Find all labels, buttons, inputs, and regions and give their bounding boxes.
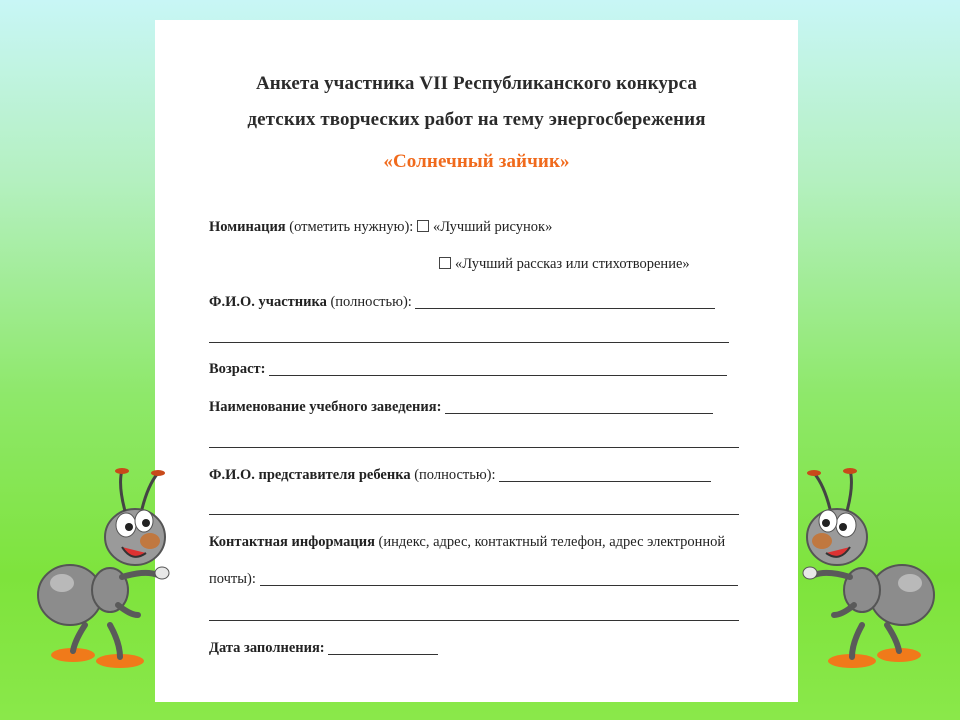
participant-name-label: Ф.И.О. участника xyxy=(209,294,327,310)
contest-name: «Солнечный зайчик» xyxy=(383,151,570,172)
ant-mascot-right-icon xyxy=(792,465,942,670)
contact-hint: (индекс, адрес, контактный телефон, адрес электронной xyxy=(378,534,726,550)
contact-label: Контактная информация xyxy=(209,534,375,550)
parent-name-field-line-2[interactable] xyxy=(209,514,739,515)
option-drawing-checkbox[interactable] xyxy=(417,220,429,232)
participant-name-hint: (полностью): xyxy=(330,294,412,310)
nomination-label: Номинация xyxy=(209,219,286,235)
school-field[interactable] xyxy=(445,399,713,414)
nomination-hint: (отметить нужную): xyxy=(289,219,414,235)
date-row xyxy=(209,640,438,657)
contact-field-line-2[interactable] xyxy=(209,620,739,621)
age-label: Возраст: xyxy=(209,361,266,377)
parent-name-row xyxy=(209,467,711,484)
date-field[interactable] xyxy=(328,640,438,655)
participant-name-field-line-2[interactable] xyxy=(209,342,729,343)
contact-field[interactable] xyxy=(260,571,738,586)
contact-row-2 xyxy=(209,571,738,588)
form-title-line-2: детских творческих работ на тему энергосбережения xyxy=(247,109,706,130)
questionnaire-sheet xyxy=(155,20,798,702)
school-label: Наименование учебного заведения: xyxy=(209,399,442,415)
parent-name-hint: (полностью): xyxy=(414,467,496,483)
form-title-line-1: Анкета участника VII Республиканского конкурса xyxy=(255,73,697,94)
participant-name-row xyxy=(209,294,715,311)
parent-name-label: Ф.И.О. представителя ребенка xyxy=(209,467,411,483)
age-row xyxy=(209,361,727,378)
parent-name-field[interactable] xyxy=(499,467,711,482)
contact-hint-2: почты): xyxy=(209,571,256,587)
nomination-option-2-row xyxy=(439,256,690,273)
contact-row xyxy=(209,534,725,551)
nomination-row xyxy=(209,219,552,236)
date-label: Дата заполнения: xyxy=(209,640,325,656)
participant-name-field[interactable] xyxy=(415,294,715,309)
school-field-line-2[interactable] xyxy=(209,447,739,448)
option-drawing-label: «Лучший рисунок» xyxy=(432,219,553,235)
option-story-checkbox[interactable] xyxy=(439,257,451,269)
option-story-label: «Лучший рассказ или стихотворение» xyxy=(455,256,690,272)
school-row xyxy=(209,399,713,416)
ant-mascot-left-icon xyxy=(30,465,180,670)
age-field[interactable] xyxy=(269,361,727,376)
